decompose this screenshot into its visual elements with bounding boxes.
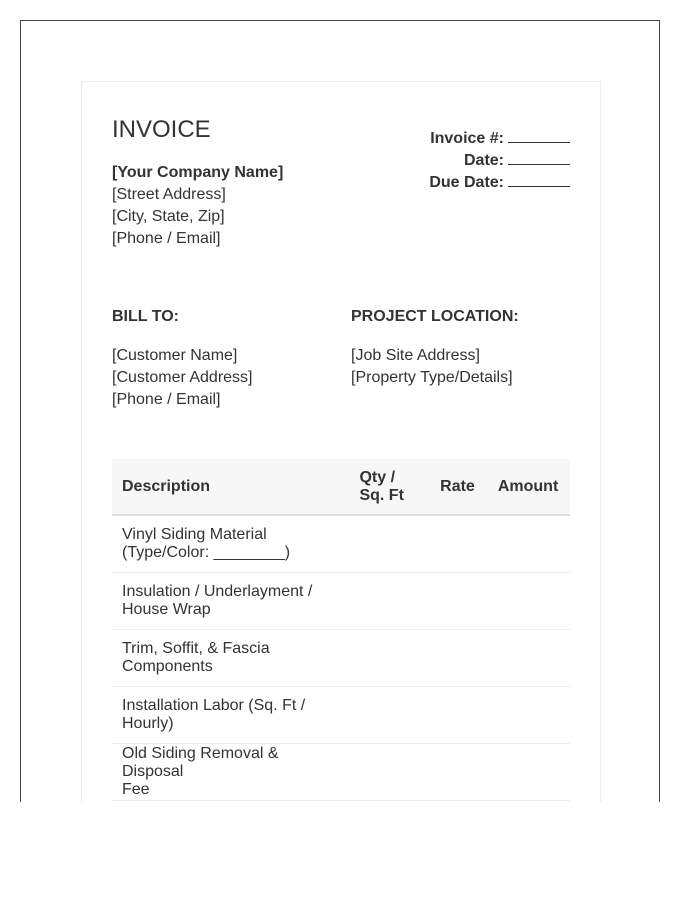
customer-name: [Customer Name] <box>112 347 238 364</box>
invoice-meta <box>380 128 570 194</box>
table-row <box>112 686 570 743</box>
row-description-line1: Installation Labor (Sq. Ft / <box>122 696 306 714</box>
row-description-line1: Old Siding Removal & Disposal <box>122 744 279 780</box>
row-description <box>112 515 345 572</box>
qty-header-line2: Sq. Ft <box>359 486 404 504</box>
rate-header: Rate <box>429 459 486 515</box>
row-amount[interactable] <box>486 743 570 800</box>
job-site-address: [Job Site Address] <box>351 347 480 364</box>
row-rate[interactable] <box>429 743 486 800</box>
qty-header-line1: Qty / <box>359 468 396 486</box>
invoice-number-field[interactable] <box>508 128 570 143</box>
invoice-number-row <box>380 128 570 150</box>
row-description-line2: Components <box>122 657 213 675</box>
due-date-row <box>380 172 570 194</box>
invoice-date-label: Date: <box>463 152 504 169</box>
invoice-date-field[interactable] <box>508 150 570 165</box>
qty-header <box>345 459 428 515</box>
row-qty[interactable] <box>345 743 428 800</box>
row-description-line1: Insulation / Underlayment / <box>122 582 313 600</box>
row-description <box>112 629 345 686</box>
company-city: [City, State, Zip] <box>112 208 225 225</box>
company-contact: [Phone / Email] <box>112 230 221 247</box>
row-description <box>112 743 345 800</box>
row-description-line2: Fee <box>122 780 150 798</box>
row-amount[interactable] <box>486 515 570 572</box>
row-rate[interactable] <box>429 515 486 572</box>
row-rate[interactable] <box>429 572 486 629</box>
row-qty[interactable] <box>345 572 428 629</box>
row-qty[interactable] <box>345 629 428 686</box>
row-description-line1: Trim, Soffit, & Fascia <box>122 639 270 657</box>
table-row <box>112 515 570 572</box>
row-description-line1: Vinyl Siding Material <box>122 525 267 543</box>
description-header: Description <box>112 459 345 515</box>
invoice-title: INVOICE <box>112 116 211 143</box>
table-header-row <box>112 459 570 515</box>
row-amount[interactable] <box>486 686 570 743</box>
invoice-number-label: Invoice #: <box>430 130 504 147</box>
customer-contact: [Phone / Email] <box>112 391 221 408</box>
project-location-heading: PROJECT LOCATION: <box>351 308 519 325</box>
due-date-field[interactable] <box>508 172 570 187</box>
row-amount[interactable] <box>486 572 570 629</box>
row-amount[interactable] <box>486 629 570 686</box>
due-date-label: Due Date: <box>429 174 504 191</box>
property-details: [Property Type/Details] <box>351 369 513 386</box>
invoice-date-row <box>380 150 570 172</box>
row-description <box>112 572 345 629</box>
row-description-line2: House Wrap <box>122 600 211 618</box>
amount-header: Amount <box>486 459 570 515</box>
row-description-line2: Hourly) <box>122 714 174 732</box>
company-name: [Your Company Name] <box>112 164 284 181</box>
row-description <box>112 686 345 743</box>
row-description-line2: (Type/Color: ________) <box>122 543 291 561</box>
row-rate[interactable] <box>429 686 486 743</box>
company-info <box>112 162 372 250</box>
row-rate[interactable] <box>429 629 486 686</box>
bill-to-heading: BILL TO: <box>112 308 179 325</box>
table-row <box>112 629 570 686</box>
project-location-details <box>351 345 581 389</box>
table-row <box>112 743 570 800</box>
table-row <box>112 572 570 629</box>
row-qty[interactable] <box>345 686 428 743</box>
company-street: [Street Address] <box>112 186 226 203</box>
line-items-table <box>112 459 570 801</box>
row-qty[interactable] <box>345 515 428 572</box>
customer-address: [Customer Address] <box>112 369 253 386</box>
bill-to-details <box>112 345 342 411</box>
